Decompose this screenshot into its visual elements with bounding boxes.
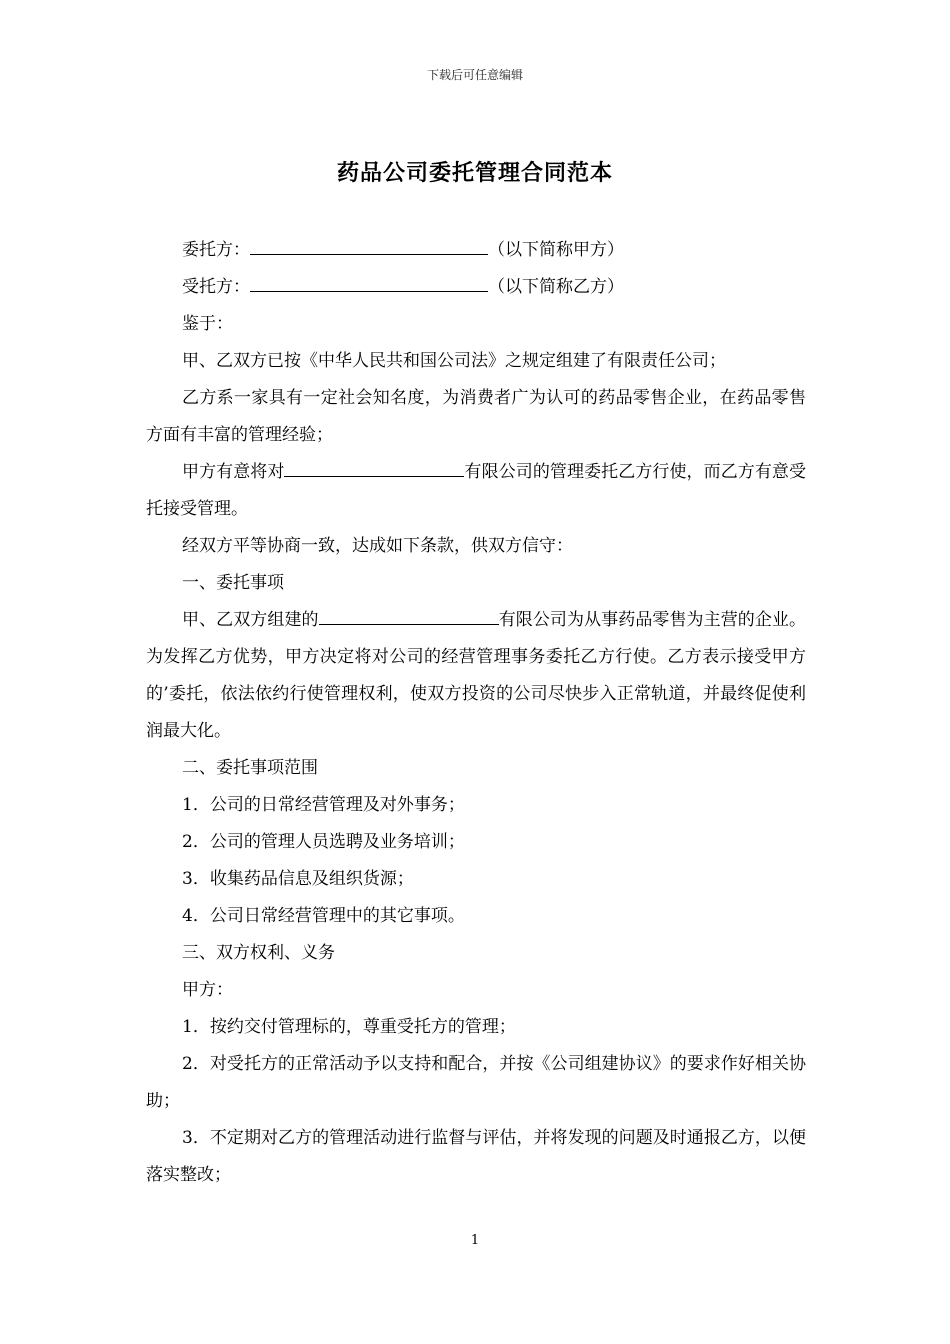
- client-blank: [250, 236, 488, 255]
- section-1-text: [146, 602, 806, 750]
- agent-blank: [250, 273, 488, 292]
- section-1-heading: 一、委托事项: [182, 573, 284, 593]
- section-2-item: 1．公司的日常经营管理及对外事务；: [182, 795, 465, 815]
- whereas-line: 鉴于：: [182, 314, 233, 334]
- paragraph-3-pre: 甲方有意将对: [182, 462, 285, 482]
- company-blank-2: [319, 606, 499, 625]
- section-2-item: 3．收集药品信息及组织货源；: [182, 869, 414, 889]
- section-2-item: 2．公司的管理人员选聘及业务培训；: [182, 832, 465, 852]
- company-blank-1: [284, 458, 464, 477]
- section-1-pre: 甲、乙双方组建的: [182, 610, 319, 630]
- header-note: 下载后可任意编辑: [426, 68, 523, 82]
- section-3-item: 3．不定期对乙方的管理活动进行监督与评估，并将发现的问题及时通报乙方，以便落实整改；: [146, 1128, 806, 1185]
- document-body: [146, 232, 806, 1194]
- agent-line: [146, 269, 806, 306]
- paragraph-1: 甲、乙双方已按《中华人民共和国公司法》之规定组建了有限责任公司；: [182, 351, 726, 371]
- section-2-item: 4．公司日常经营管理中的其它事项。: [182, 906, 465, 926]
- section-3-heading: 三、双方权利、义务: [182, 943, 335, 963]
- page-number: 1: [470, 1233, 480, 1248]
- document-title: 药品公司委托管理合同范本: [336, 160, 613, 186]
- client-line: [146, 232, 806, 269]
- agent-label: 受托方：: [182, 277, 250, 297]
- section-1-post: 有限公司为从事药品零售为主营的企业。为发挥乙方优势，甲方决定将对公司的经营管理事务委托乙方行使。乙方表示接受甲方的’委托，依法依约行使管理权利，使双方投资的公司尽快步入正常轨道，并最终促使利润最大化。: [146, 610, 807, 741]
- section-2-heading: 二、委托事项范围: [182, 758, 318, 778]
- party-a-label: 甲方：: [182, 980, 233, 1000]
- paragraph-4: 经双方平等协商一致，达成如下条款，供双方信守：: [182, 536, 573, 556]
- agent-suffix: （以下简称乙方）: [488, 277, 624, 297]
- client-suffix: （以下简称甲方）: [488, 240, 624, 260]
- client-label: 委托方：: [182, 240, 250, 260]
- paragraph-2: 乙方系一家具有一定社会知名度，为消费者广为认可的药品零售企业，在药品零售方面有丰富的管理经验；: [146, 388, 806, 445]
- paragraph-3-post: 有限公司的管理委托乙方行使，而乙方有意受托接受管理。: [146, 462, 807, 519]
- section-3-item: 1．按约交付管理标的，尊重受托方的管理；: [182, 1017, 516, 1037]
- paragraph-3: [146, 454, 806, 528]
- section-3-item: 2．对受托方的正常活动予以支持和配合，并按《公司组建协议》的要求作好相关协助；: [146, 1054, 806, 1111]
